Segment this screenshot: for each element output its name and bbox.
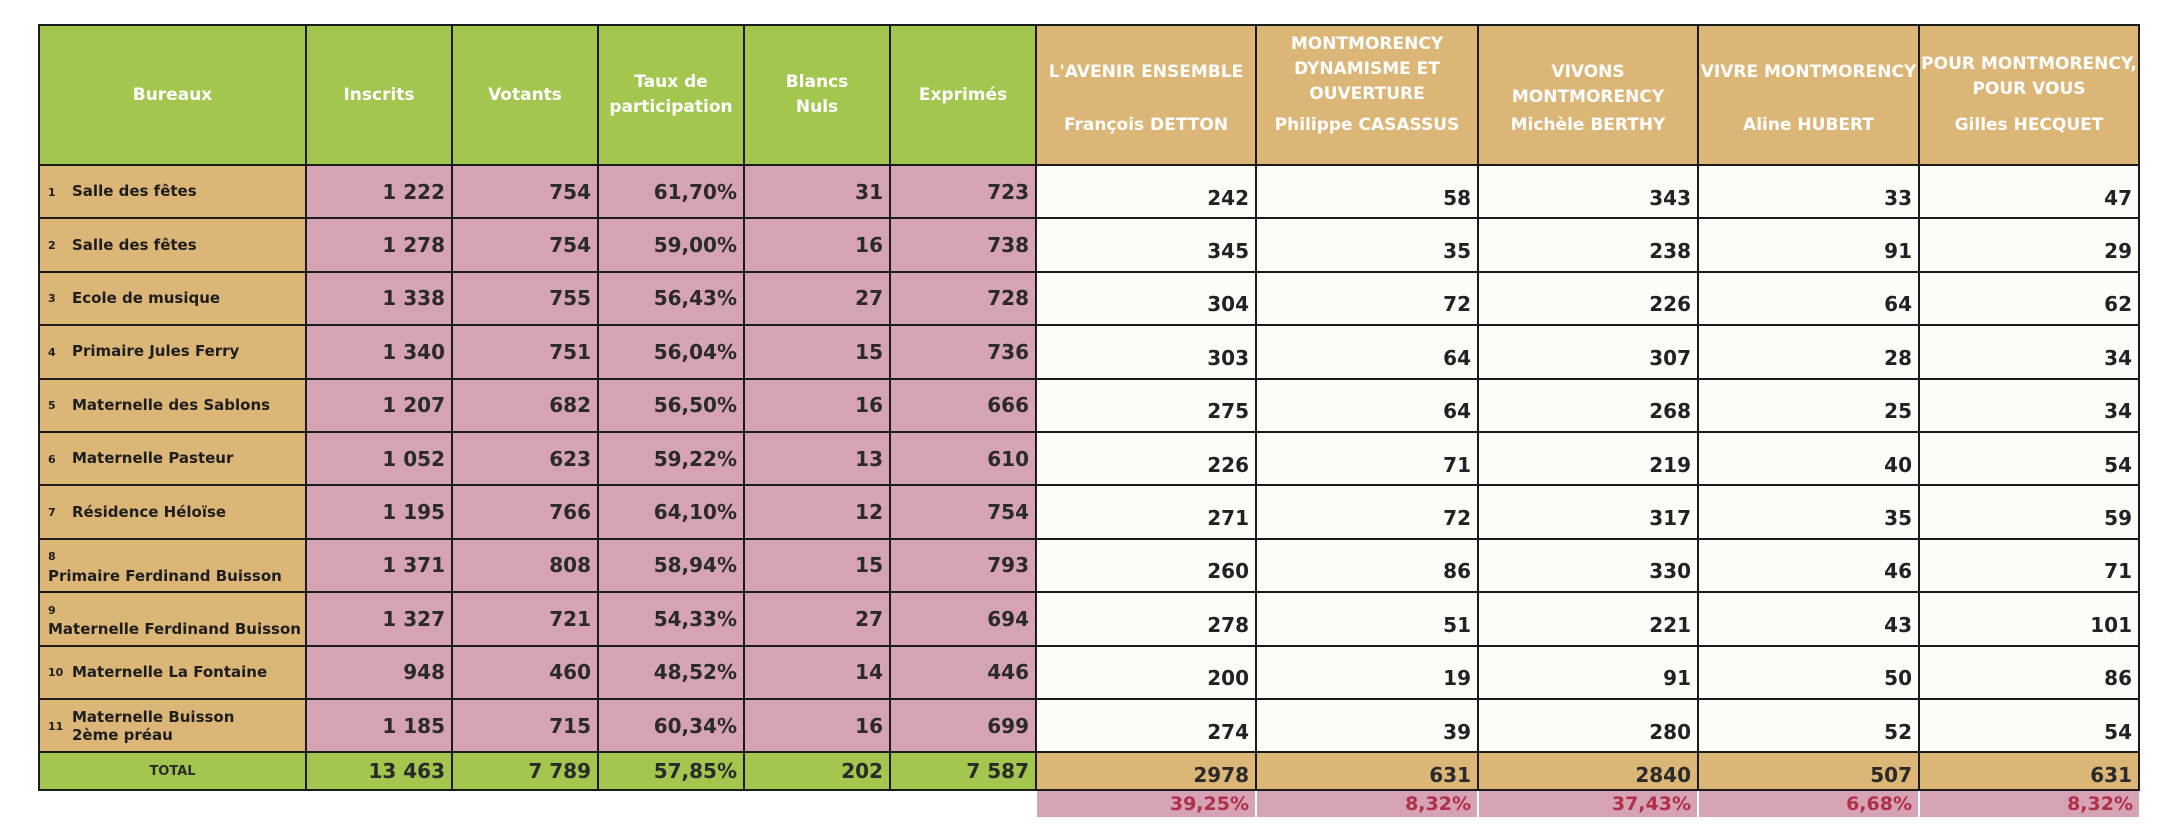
percent-candidate-4: 6,68% xyxy=(1698,790,1919,817)
cell-votes-candidate-1: 278 xyxy=(1036,592,1256,645)
header-taux-line1: Taux de xyxy=(634,72,708,92)
cell-votes-candidate-3: 343 xyxy=(1478,165,1698,218)
bureau-name: Maternelle Pasteur xyxy=(72,449,234,468)
cell-votants: 808 xyxy=(452,539,598,592)
percent-candidate-2: 8,32% xyxy=(1256,790,1478,817)
cell-blancs: 13 xyxy=(744,432,890,485)
header-blancs-line1: Blancs xyxy=(785,72,849,92)
bureau-row xyxy=(39,485,2139,538)
cell-votes-candidate-1: 345 xyxy=(1036,218,1256,271)
cell-votes-candidate-2: 86 xyxy=(1256,539,1478,592)
cell-votes-candidate-1: 303 xyxy=(1036,325,1256,378)
cell-votes-candidate-3: 91 xyxy=(1478,646,1698,699)
cell-exprimes: 699 xyxy=(890,699,1036,752)
cell-votes-candidate-2: 19 xyxy=(1256,646,1478,699)
cell-taux: 64,10% xyxy=(598,485,744,538)
total-votants: 7 789 xyxy=(452,752,598,790)
cell-taux: 56,50% xyxy=(598,379,744,432)
cell-blancs: 15 xyxy=(744,539,890,592)
cell-votes-candidate-4: 28 xyxy=(1698,325,1919,378)
bureau-name: Primaire Ferdinand Buisson xyxy=(48,566,282,585)
percent-candidate-3: 37,43% xyxy=(1478,790,1698,817)
cell-inscrits: 1 327 xyxy=(306,592,452,645)
cell-exprimes: 754 xyxy=(890,485,1036,538)
bureau-cell xyxy=(39,325,306,378)
cell-taux: 48,52% xyxy=(598,646,744,699)
cell-taux: 56,43% xyxy=(598,272,744,325)
cell-taux: 56,04% xyxy=(598,325,744,378)
bureau-name: 2ème préau xyxy=(72,725,173,744)
bureau-cell xyxy=(39,218,306,271)
cell-blancs: 16 xyxy=(744,379,890,432)
cell-votes-candidate-4: 43 xyxy=(1698,592,1919,645)
cell-votes-candidate-5: 54 xyxy=(1919,699,2139,752)
cell-votes-candidate-2: 72 xyxy=(1256,272,1478,325)
cell-votes-candidate-4: 33 xyxy=(1698,165,1919,218)
cell-votes-candidate-4: 64 xyxy=(1698,272,1919,325)
cell-taux: 59,22% xyxy=(598,432,744,485)
candidate-list-line: DYNAMISME ET xyxy=(1294,59,1440,79)
cell-taux: 59,00% xyxy=(598,218,744,271)
candidate-list-name: L'AVENIR ENSEMBLE xyxy=(1048,62,1244,82)
cell-taux: 54,33% xyxy=(598,592,744,645)
header-candidate-1 xyxy=(1036,25,1256,165)
cell-taux: 61,70% xyxy=(598,165,744,218)
bureau-name: Maternelle Buisson xyxy=(72,707,235,726)
cell-inscrits: 1 338 xyxy=(306,272,452,325)
cell-inscrits: 1 207 xyxy=(306,379,452,432)
cell-votes-candidate-5: 59 xyxy=(1919,485,2139,538)
cell-inscrits: 1 195 xyxy=(306,485,452,538)
cell-blancs: 15 xyxy=(744,325,890,378)
cell-votes-candidate-5: 47 xyxy=(1919,165,2139,218)
cell-votes-candidate-4: 40 xyxy=(1698,432,1919,485)
cell-inscrits: 1 278 xyxy=(306,218,452,271)
cell-votes-candidate-1: 226 xyxy=(1036,432,1256,485)
cell-votes-candidate-1: 242 xyxy=(1036,165,1256,218)
bureau-name: Maternelle Ferdinand Buisson xyxy=(48,620,301,639)
cell-votes-candidate-2: 39 xyxy=(1256,699,1478,752)
bureau-cell xyxy=(39,539,306,592)
bureau-number: 2 xyxy=(48,239,56,253)
bureau-row xyxy=(39,432,2139,485)
bureau-cell xyxy=(39,379,306,432)
header-taux xyxy=(598,25,744,165)
cell-blancs: 27 xyxy=(744,592,890,645)
bureau-cell xyxy=(39,592,306,645)
cell-votants: 751 xyxy=(452,325,598,378)
header-inscrits: Inscrits xyxy=(306,25,452,165)
cell-votes-candidate-5: 54 xyxy=(1919,432,2139,485)
cell-inscrits: 1 371 xyxy=(306,539,452,592)
total-votes-candidate-1: 2978 xyxy=(1036,752,1256,790)
bureau-cell xyxy=(39,272,306,325)
cell-votes-candidate-2: 58 xyxy=(1256,165,1478,218)
cell-votants: 755 xyxy=(452,272,598,325)
percent-candidate-1: 39,25% xyxy=(1036,790,1256,817)
cell-inscrits: 1 052 xyxy=(306,432,452,485)
cell-votes-candidate-1: 200 xyxy=(1036,646,1256,699)
bureau-cell xyxy=(39,699,306,752)
header-candidate-4 xyxy=(1698,25,1919,165)
bureau-name: Résidence Héloïse xyxy=(72,502,227,521)
cell-votes-candidate-4: 46 xyxy=(1698,539,1919,592)
cell-blancs: 14 xyxy=(744,646,890,699)
cell-votes-candidate-2: 64 xyxy=(1256,379,1478,432)
bureau-cell xyxy=(39,646,306,699)
cell-votes-candidate-3: 221 xyxy=(1478,592,1698,645)
cell-votes-candidate-1: 275 xyxy=(1036,379,1256,432)
bureau-number: 8 xyxy=(48,550,56,564)
candidate-list-name: VIVRE MONTMORENCY xyxy=(1700,62,1917,82)
bureau-row xyxy=(39,165,2139,218)
candidate-list-line: MONTMORENCY xyxy=(1290,34,1444,54)
cell-votes-candidate-2: 51 xyxy=(1256,592,1478,645)
bureau-number: 5 xyxy=(48,399,56,413)
total-votes-candidate-5: 631 xyxy=(1919,752,2139,790)
cell-exprimes: 610 xyxy=(890,432,1036,485)
bureau-name: Salle des fêtes xyxy=(72,182,197,201)
bureau-number: 7 xyxy=(48,506,56,520)
cell-votants: 460 xyxy=(452,646,598,699)
candidate-name: Philippe CASASSUS xyxy=(1274,115,1460,135)
candidate-list-line: OUVERTURE xyxy=(1309,84,1425,104)
cell-exprimes: 694 xyxy=(890,592,1036,645)
cell-blancs: 12 xyxy=(744,485,890,538)
cell-votants: 715 xyxy=(452,699,598,752)
header-candidate-2 xyxy=(1256,25,1478,165)
cell-taux: 60,34% xyxy=(598,699,744,752)
bureau-row xyxy=(39,379,2139,432)
cell-exprimes: 736 xyxy=(890,325,1036,378)
candidate-list-name xyxy=(1257,32,1477,107)
bureau-name: Ecole de musique xyxy=(72,288,221,307)
cell-votes-candidate-5: 34 xyxy=(1919,325,2139,378)
cell-votes-candidate-3: 268 xyxy=(1478,379,1698,432)
cell-votes-candidate-1: 260 xyxy=(1036,539,1256,592)
cell-votants: 766 xyxy=(452,485,598,538)
bureau-cell xyxy=(39,165,306,218)
candidate-name: Aline HUBERT xyxy=(1743,115,1874,135)
cell-votes-candidate-5: 62 xyxy=(1919,272,2139,325)
cell-blancs: 16 xyxy=(744,218,890,271)
cell-votes-candidate-3: 280 xyxy=(1478,699,1698,752)
cell-votes-candidate-5: 71 xyxy=(1919,539,2139,592)
bureau-row xyxy=(39,325,2139,378)
total-inscrits: 13 463 xyxy=(306,752,452,790)
bureau-name: Salle des fêtes xyxy=(72,235,197,254)
cell-votants: 682 xyxy=(452,379,598,432)
bureau-row xyxy=(39,699,2139,752)
cell-votes-candidate-5: 34 xyxy=(1919,379,2139,432)
cell-votes-candidate-1: 274 xyxy=(1036,699,1256,752)
candidate-list-line: POUR VOUS xyxy=(1972,79,2086,99)
header-taux-line2: participation xyxy=(609,97,733,117)
header-votants: Votants xyxy=(452,25,598,165)
bureau-name: Maternelle La Fontaine xyxy=(72,662,268,681)
header-blancs xyxy=(744,25,890,165)
bureau-number: 4 xyxy=(48,345,56,359)
cell-votes-candidate-1: 271 xyxy=(1036,485,1256,538)
cell-inscrits: 1 340 xyxy=(306,325,452,378)
header-row xyxy=(39,25,2139,165)
cell-votes-candidate-3: 330 xyxy=(1478,539,1698,592)
cell-votants: 754 xyxy=(452,165,598,218)
cell-votants: 754 xyxy=(452,218,598,271)
cell-exprimes: 446 xyxy=(890,646,1036,699)
cell-votes-candidate-1: 304 xyxy=(1036,272,1256,325)
candidate-list-name: VIVONS MONTMORENCY xyxy=(1511,62,1665,107)
cell-votes-candidate-3: 317 xyxy=(1478,485,1698,538)
cell-inscrits: 1 185 xyxy=(306,699,452,752)
candidate-list-name xyxy=(1920,32,2138,107)
bureau-row xyxy=(39,272,2139,325)
cell-votants: 623 xyxy=(452,432,598,485)
candidate-name: Gilles HECQUET xyxy=(1954,115,2104,135)
header-blancs-line2: Nuls xyxy=(795,97,839,117)
cell-votes-candidate-5: 101 xyxy=(1919,592,2139,645)
bureau-number: 6 xyxy=(48,452,56,466)
cell-exprimes: 723 xyxy=(890,165,1036,218)
cell-votes-candidate-4: 25 xyxy=(1698,379,1919,432)
cell-exprimes: 666 xyxy=(890,379,1036,432)
percent-row xyxy=(39,790,2139,817)
bureau-row xyxy=(39,646,2139,699)
cell-inscrits: 948 xyxy=(306,646,452,699)
cell-votes-candidate-4: 50 xyxy=(1698,646,1919,699)
candidate-list-line: POUR MONTMORENCY, xyxy=(1921,54,2137,74)
total-blancs: 202 xyxy=(744,752,890,790)
bureau-row xyxy=(39,592,2139,645)
total-label: TOTAL xyxy=(39,752,306,790)
header-candidate-3 xyxy=(1478,25,1698,165)
bureau-row xyxy=(39,218,2139,271)
cell-votes-candidate-4: 52 xyxy=(1698,699,1919,752)
header-candidate-5 xyxy=(1919,25,2139,165)
total-votes-candidate-3: 2840 xyxy=(1478,752,1698,790)
candidate-name: François DETTON xyxy=(1063,115,1229,135)
results-table xyxy=(38,24,2140,817)
cell-votes-candidate-4: 91 xyxy=(1698,218,1919,271)
cell-votes-candidate-3: 219 xyxy=(1478,432,1698,485)
total-taux: 57,85% xyxy=(598,752,744,790)
cell-blancs: 27 xyxy=(744,272,890,325)
cell-taux: 58,94% xyxy=(598,539,744,592)
cell-inscrits: 1 222 xyxy=(306,165,452,218)
cell-blancs: 16 xyxy=(744,699,890,752)
election-results-sheet xyxy=(38,24,2140,817)
cell-votants: 721 xyxy=(452,592,598,645)
bureau-number: 9 xyxy=(48,603,56,617)
cell-votes-candidate-5: 86 xyxy=(1919,646,2139,699)
cell-votes-candidate-2: 35 xyxy=(1256,218,1478,271)
total-exprimes: 7 587 xyxy=(890,752,1036,790)
cell-exprimes: 728 xyxy=(890,272,1036,325)
cell-exprimes: 738 xyxy=(890,218,1036,271)
bureau-cell xyxy=(39,432,306,485)
cell-votes-candidate-3: 307 xyxy=(1478,325,1698,378)
bureau-number: 3 xyxy=(48,292,56,306)
percent-row-spacer xyxy=(39,790,1036,817)
bureau-number: 11 xyxy=(48,720,64,734)
bureau-number: 1 xyxy=(48,185,56,199)
cell-blancs: 31 xyxy=(744,165,890,218)
cell-votes-candidate-2: 64 xyxy=(1256,325,1478,378)
candidate-name: Michèle BERTHY xyxy=(1510,115,1666,135)
percent-candidate-5: 8,32% xyxy=(1919,790,2139,817)
bureau-name: Maternelle des Sablons xyxy=(72,395,271,414)
total-votes-candidate-4: 507 xyxy=(1698,752,1919,790)
total-row xyxy=(39,752,2139,790)
cell-votes-candidate-2: 72 xyxy=(1256,485,1478,538)
header-bureaux: Bureaux xyxy=(39,25,306,165)
cell-votes-candidate-3: 238 xyxy=(1478,218,1698,271)
cell-votes-candidate-5: 29 xyxy=(1919,218,2139,271)
bureau-name: Primaire Jules Ferry xyxy=(72,342,240,361)
cell-votes-candidate-4: 35 xyxy=(1698,485,1919,538)
total-votes-candidate-2: 631 xyxy=(1256,752,1478,790)
cell-votes-candidate-2: 71 xyxy=(1256,432,1478,485)
header-exprimes: Exprimés xyxy=(890,25,1036,165)
bureau-cell xyxy=(39,485,306,538)
bureau-row xyxy=(39,539,2139,592)
bureau-number: 10 xyxy=(48,666,64,680)
cell-votes-candidate-3: 226 xyxy=(1478,272,1698,325)
cell-exprimes: 793 xyxy=(890,539,1036,592)
